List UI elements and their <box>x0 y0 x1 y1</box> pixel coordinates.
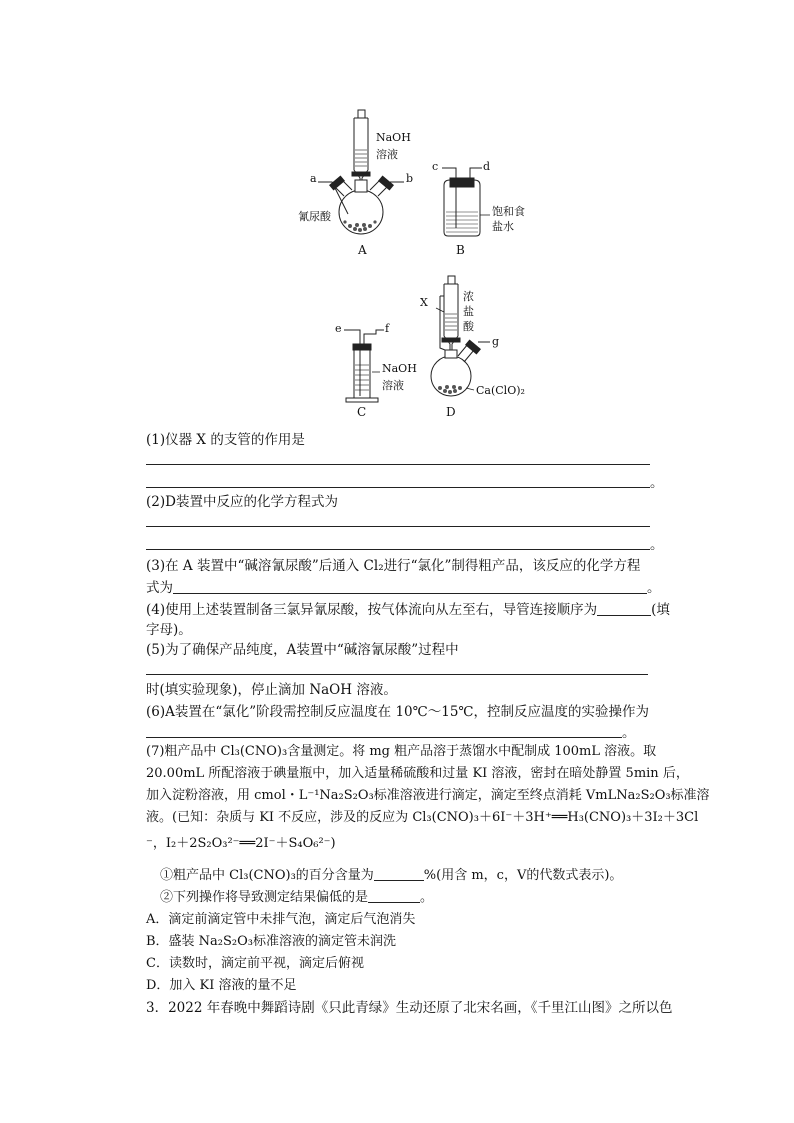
a-reagent-top-1: NaOH <box>376 131 411 144</box>
answer-line <box>146 526 650 527</box>
question-7-line-1: (7)粗产品中 Cl₃(CNO)₃含量测定。将 mg 粗产品溶于蒸馏水中配制成 100mL 溶液。取 <box>146 744 657 759</box>
period: 。 <box>647 580 661 596</box>
question-7-line-2: 20.00mL 所配溶液于碘量瓶中，加入适量稀硫酸和过量 KI 溶液，密封在暗处静置 5min 后， <box>146 766 689 781</box>
question-4-line-1 <box>146 600 670 620</box>
a-port-right: b <box>406 172 414 185</box>
period: 。 <box>622 725 636 741</box>
answer-line <box>146 464 650 465</box>
b-contents-1: 饱和食 <box>492 205 525 218</box>
b-contents-2: 盐水 <box>492 220 514 233</box>
c-contents-1: NaOH <box>382 362 417 375</box>
option-a: A．滴定前滴定管中未排气泡，滴定后气泡消失 <box>146 912 416 927</box>
option-c: C．读数时，滴定前平视，滴定后俯视 <box>146 956 364 971</box>
d-reagent-3: 酸 <box>463 320 474 333</box>
d-label: D <box>446 405 456 419</box>
d-port-g: g <box>492 335 500 348</box>
a-label: A <box>358 243 367 257</box>
question-7-part-1-text: ①粗产品中 Cl₃(CNO)₃的百分含量为 <box>160 868 374 883</box>
d-reagent-1: 浓 <box>463 290 474 303</box>
question-3-line-2 <box>146 578 661 598</box>
c-contents-2: 溶液 <box>382 379 404 392</box>
a-contents: 氰尿酸 <box>298 210 331 223</box>
answer-blank <box>374 866 424 881</box>
question-2: (2)D装置中反应的化学方程式为 <box>146 494 338 510</box>
d-solid: Ca(ClO)₂ <box>476 384 525 397</box>
question-7-line-4: 液。(已知：杂质与 KI 不反应，涉及的反应为 Cl₃(CNO)₃＋6I⁻＋3H⁺══H₃(CNO)₃＋3I₂＋3Cl <box>146 810 699 825</box>
question-7-line-3: 加入淀粉溶液，用 cmol・L⁻¹Na₂S₂O₃标准溶液进行滴定，滴定至终点消耗 VmLNa₂S₂O₃标准溶 <box>146 788 710 803</box>
answer-line <box>146 549 650 550</box>
d-instrument-x: X <box>420 296 428 309</box>
answer-line <box>146 737 622 738</box>
answer-line <box>146 674 648 675</box>
option-b: B．盛装 Na₂S₂O₃标准溶液的滴定管未润洗 <box>146 934 397 949</box>
question-6-line-1: (6)A装置在“氯化”阶段需控制反应温度在 10℃～15℃，控制反应温度的实验操作为 <box>146 704 650 720</box>
c-port-right: f <box>385 322 390 335</box>
c-port-left: e <box>335 322 342 335</box>
b-port-right: d <box>483 160 491 173</box>
option-d: D．加入 KI 溶液的量不足 <box>146 978 297 993</box>
answer-blank <box>173 579 647 594</box>
question-3-text: 式为 <box>146 580 173 596</box>
question-7-line-5: ⁻，I₂＋2S₂O₃²⁻══2I⁻＋S₄O₆²⁻) <box>146 836 336 851</box>
a-port-left: a <box>310 172 317 185</box>
question-5-line-2: 时(填实验现象)，停止滴加 NaOH 溶液。 <box>146 682 397 698</box>
apparatus-c <box>344 330 384 402</box>
question-4-line-2: 字母)。 <box>146 622 192 638</box>
answer-blank <box>368 888 420 903</box>
question-3-line-1: (3)在 A 装置中“碱溶氰尿酸”后通入 Cl₂进行“氯化”制得粗产品，该反应的化学方程 <box>146 558 641 574</box>
question-7-part-2 <box>160 888 433 908</box>
c-label: C <box>357 405 367 419</box>
question-7-part-2-tail: 。 <box>420 890 434 905</box>
question-1: (1)仪器 X 的支管的作用是 <box>146 432 305 448</box>
apparatus-b <box>442 168 490 236</box>
b-port-left: c <box>432 160 439 173</box>
question-7-part-1-tail: %(用含 m，c，V的代数式表示)。 <box>423 868 623 883</box>
b-label: B <box>456 243 465 257</box>
question-7-part-1 <box>160 866 622 886</box>
period: 。 <box>650 537 664 553</box>
next-question: 3．2022 年春晚中舞蹈诗剧《只此青绿》生动还原了北宋名画，《千里江山图》之所以色 <box>146 1000 673 1016</box>
question-4-tail: (填 <box>651 602 670 618</box>
d-reagent-2: 盐 <box>463 305 474 318</box>
question-5-line-1: (5)为了确保产品纯度，A装置中“碱溶氰尿酸”过程中 <box>146 642 459 658</box>
a-reagent-top-2: 溶液 <box>376 148 398 161</box>
answer-blank <box>597 601 651 616</box>
apparatus-d <box>431 276 490 396</box>
question-4-text: (4)使用上述装置制备三氯异氰尿酸，按气体流向从左至右，导管连接顺序为 <box>146 602 598 618</box>
answer-line <box>146 487 650 488</box>
period: 。 <box>650 475 664 491</box>
question-7-part-2-text: ②下列操作将导致测定结果偏低的是 <box>160 890 369 905</box>
